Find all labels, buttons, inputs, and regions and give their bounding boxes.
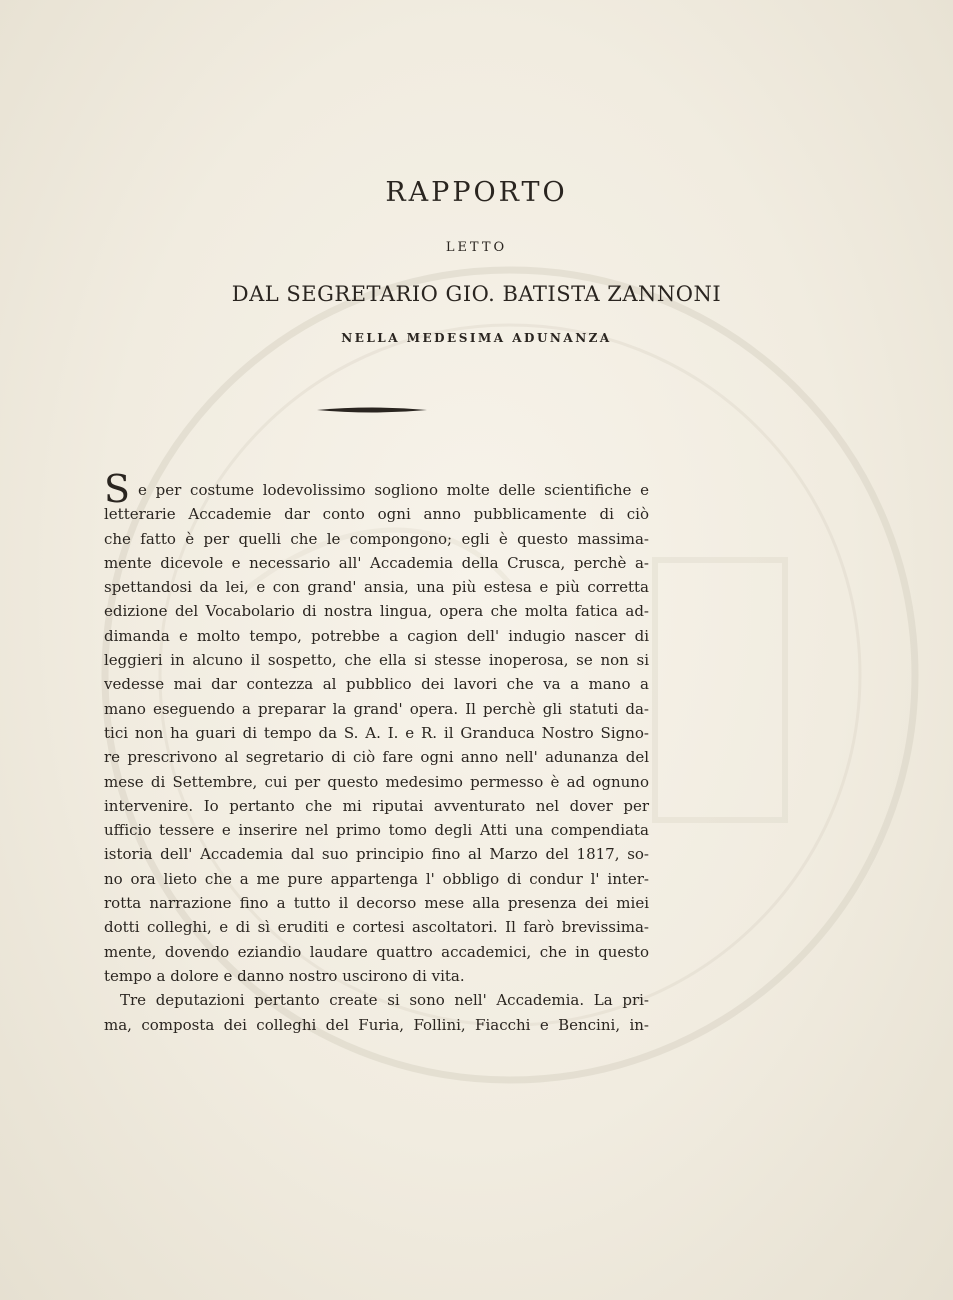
text-line: mano eseguendo a preparar la grand' opera. Il perchè gli statuti da- (104, 699, 649, 718)
text-line: ma, composta dei colleghi del Furia, Follini, Fiacchi e Bencini, in- (104, 1015, 649, 1034)
document-title: RAPPORTO (385, 177, 568, 208)
text-line: leggieri in alcuno il sospetto, che ella si stesse inoperosa, se non si (104, 651, 649, 670)
text-line: rotta narrazione fino a tutto il decorso mese alla presenza dei miei (104, 894, 649, 913)
text-line: Tre deputazioni pertanto create si sono nell' Accademia. La pri- (120, 991, 649, 1010)
text-line: vedesse mai dar contezza al pubblico dei lavori che va a mano a (104, 675, 649, 694)
decorative-rule (317, 404, 427, 416)
text-line: che fatto è per quelli che le compongono; egli è questo massima- (104, 529, 649, 548)
text-line: mente, dovendo eziandio laudare quattro accademici, che in questo (104, 942, 649, 961)
author-line: DAL SEGRETARIO GIO. BATISTA ZANNONI (231, 282, 722, 306)
document-subtitle: LETTO (445, 240, 508, 255)
text-line: no ora lieto che a me pure appartenga l' obbligo di condur l' inter- (104, 869, 649, 888)
body-text (104, 467, 649, 1037)
paragraph (104, 988, 649, 1037)
text-line: ufficio tessere e inserire nel primo tomo degli Atti una compendiata (104, 821, 649, 840)
text-line: tempo a dolore e danno nostro uscirono di vita. (104, 966, 465, 985)
text-line: tici non ha guari di tempo da S. A. I. e R. il Granduca Nostro Signo- (104, 723, 649, 742)
text-line: intervenire. Io pertanto che mi riputai avventurato nel dover per (104, 796, 649, 815)
text-line: re prescrivono al segretario di ciò fare ogni anno nell' adunanza del (104, 748, 649, 767)
occasion-line: NELLA MEDESIMA ADUNANZA (341, 331, 612, 345)
text-line: edizione del Vocabolario di nostra lingua, opera che molta fatica ad- (104, 602, 649, 621)
text-line: istoria dell' Accademia dal suo principio fino al Marzo del 1817, so- (104, 845, 649, 864)
text-line: S e per costume lodevolissimo sogliono molte delle scientifiche e (104, 467, 649, 511)
drop-cap: S (104, 467, 131, 511)
text-line: letterarie Accademie dar conto ogni anno pubblicamente di ciò (104, 505, 649, 524)
text-line: dotti colleghi, e di sì eruditi e cortesi ascoltatori. Il farò brevissima- (104, 918, 649, 937)
text-line: spettandosi da lei, e con grand' ansia, una più estesa e più corretta (104, 578, 649, 597)
text-line: mese di Settembre, cui per questo medesimo permesso è ad ognuno (104, 772, 649, 791)
text-line: dimanda e molto tempo, potrebbe a cagion dell' indugio nascer di (104, 626, 649, 645)
paragraph (104, 467, 649, 988)
text-line: mente dicevole e necessario all' Accademia della Crusca, perchè a- (104, 553, 649, 572)
